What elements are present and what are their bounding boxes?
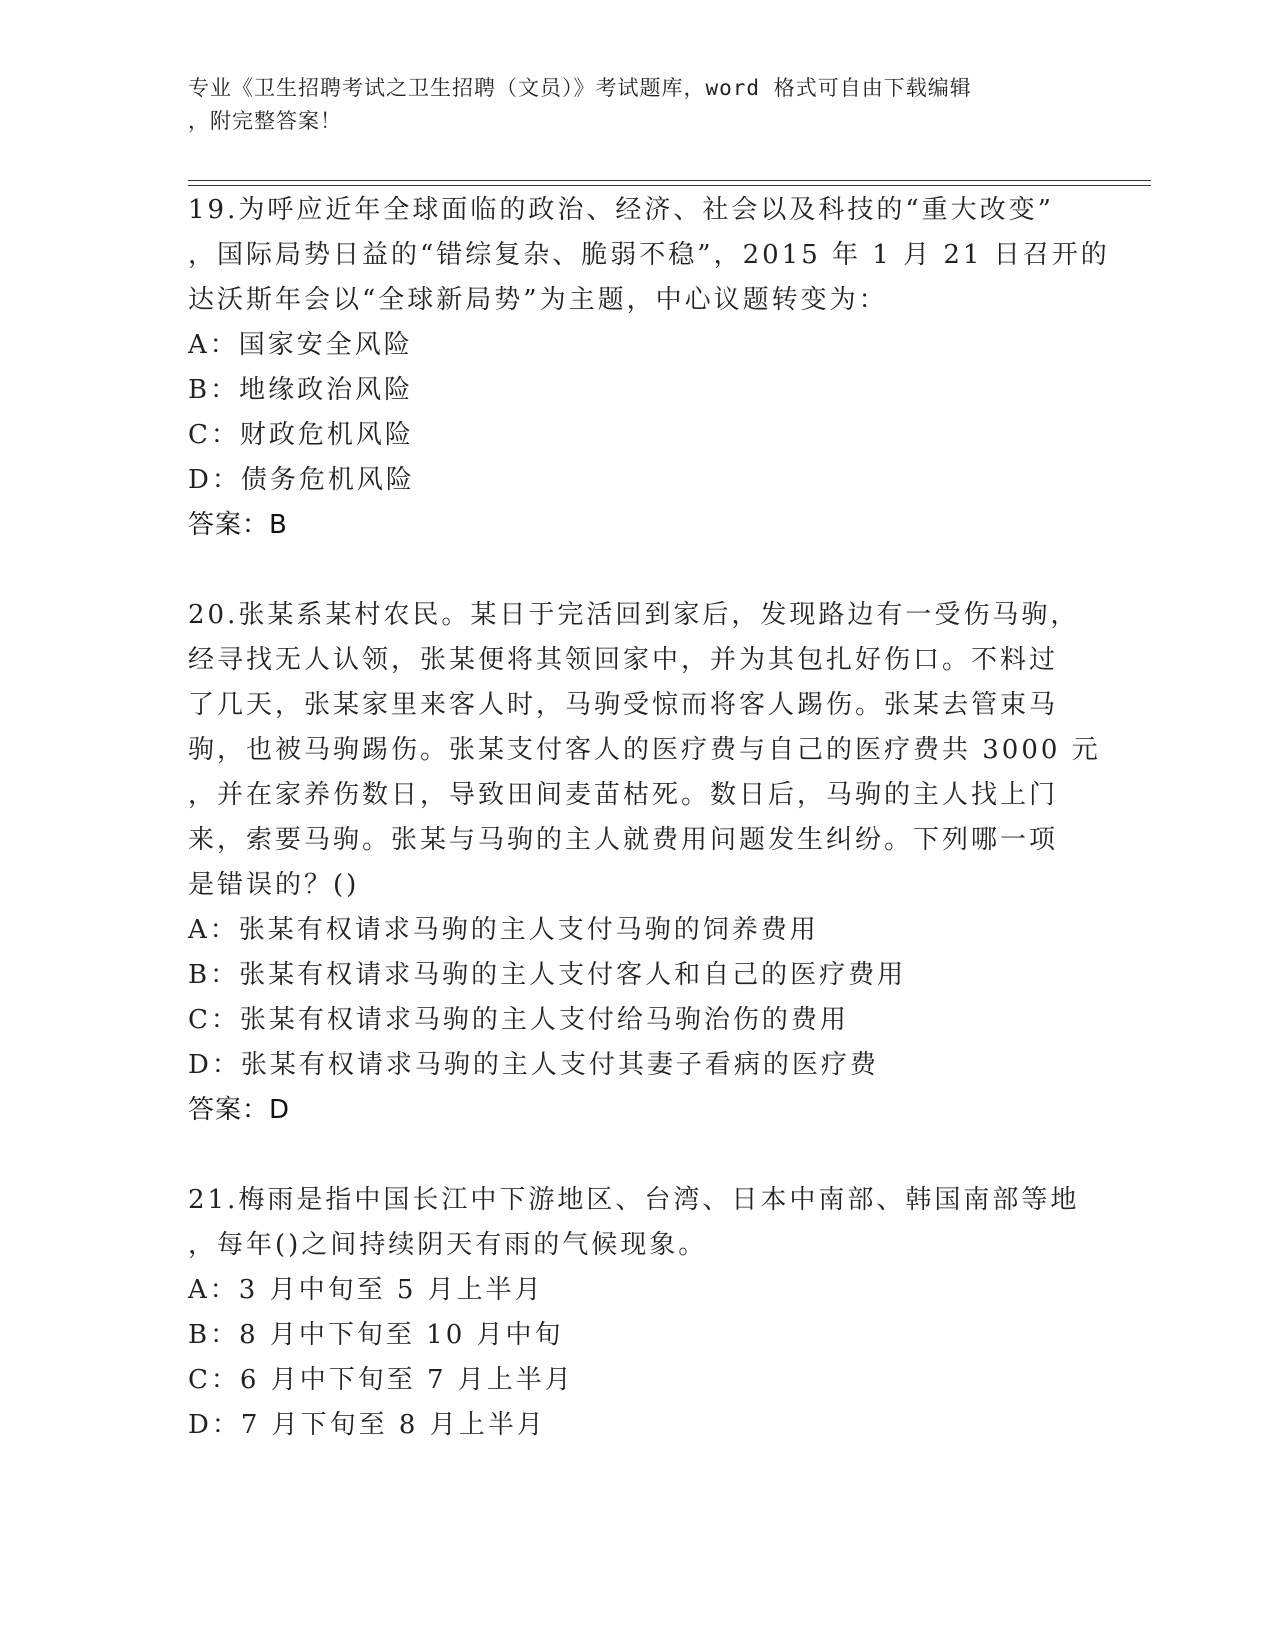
document-header [188,72,1088,138]
option-c: C：6 月中下旬至 7 月上半月 [188,1365,574,1395]
spacer [188,1133,1088,1178]
option-a: A：3 月中旬至 5 月上半月 [188,1275,544,1305]
question-21 [188,1178,1088,1448]
question-list [188,188,1110,1448]
question-text-line: 驹，也被马驹踢伤。张某支付客人的医疗费与自己的医疗费共 3000 元 [188,735,1101,765]
answer: 答案：D [188,1095,291,1125]
option-b: B：8 月中下旬至 10 月中旬 [188,1320,564,1350]
question-text-line: ，每年()之间持续阴天有雨的气候现象。 [188,1230,708,1260]
spacer [188,548,1088,593]
option-d: D：张某有权请求马驹的主人支付其妻子看病的医疗费 [188,1050,879,1080]
question-text-line: 来，索要马驹。张某与马驹的主人就费用问题发生纠纷。下列哪一项 [188,825,1059,855]
option-a: A：张某有权请求马驹的主人支付马驹的饲养费用 [188,915,819,945]
question-text-line: 经寻找无人认领，张某便将其领回家中，并为其包扎好伤口。不料过 [188,645,1059,675]
header-divider-top [188,180,1151,181]
option-b: B：张某有权请求马驹的主人支付客人和自己的医疗费用 [188,960,907,990]
question-text-line: 21.梅雨是指中国长江中下游地区、台湾、日本中南部、韩国南部等地 [188,1185,1080,1215]
header-line-1: 专业《卫生招聘考试之卫生招聘（文员）》考试题库，word 格式可自由下载编辑 [188,76,972,100]
option-b: B：地缘政治风险 [188,375,414,405]
option-c: C：财政危机风险 [188,420,414,450]
question-text-line: 了几天，张某家里来客人时，马驹受惊而将客人踢伤。张某去管束马 [188,690,1059,720]
question-text-line: ，并在家养伤数日，导致田间麦苗枯死。数日后，马驹的主人找上门 [188,780,1059,810]
question-text-line: 达沃斯年会以“全球新局势”为主题，中心议题转变为： [188,285,888,315]
question-19 [188,188,1110,548]
question-text-line: 19.为呼应近年全球面临的政治、经济、社会以及科技的“重大改变” [188,195,1054,225]
option-a: A：国家安全风险 [188,330,413,360]
answer: 答案：B [188,510,288,540]
option-d: D：7 月下旬至 8 月上半月 [188,1410,546,1440]
question-text-line: ，国际局势日益的“错综复杂、脆弱不稳”，2015 年 1 月 21 日召开的 [188,240,1110,270]
option-d: D：债务危机风险 [188,465,415,495]
header-line-2: ，附完整答案！ [188,109,342,133]
header-divider-bottom [188,185,1151,186]
option-c: C：张某有权请求马驹的主人支付给马驹治伤的费用 [188,1005,849,1035]
question-text-line: 20.张某系某村农民。某日于完活回到家后，发现路边有一受伤马驹， [188,600,1080,630]
question-text-line: 是错误的？() [188,870,360,900]
question-20 [188,593,1101,1133]
